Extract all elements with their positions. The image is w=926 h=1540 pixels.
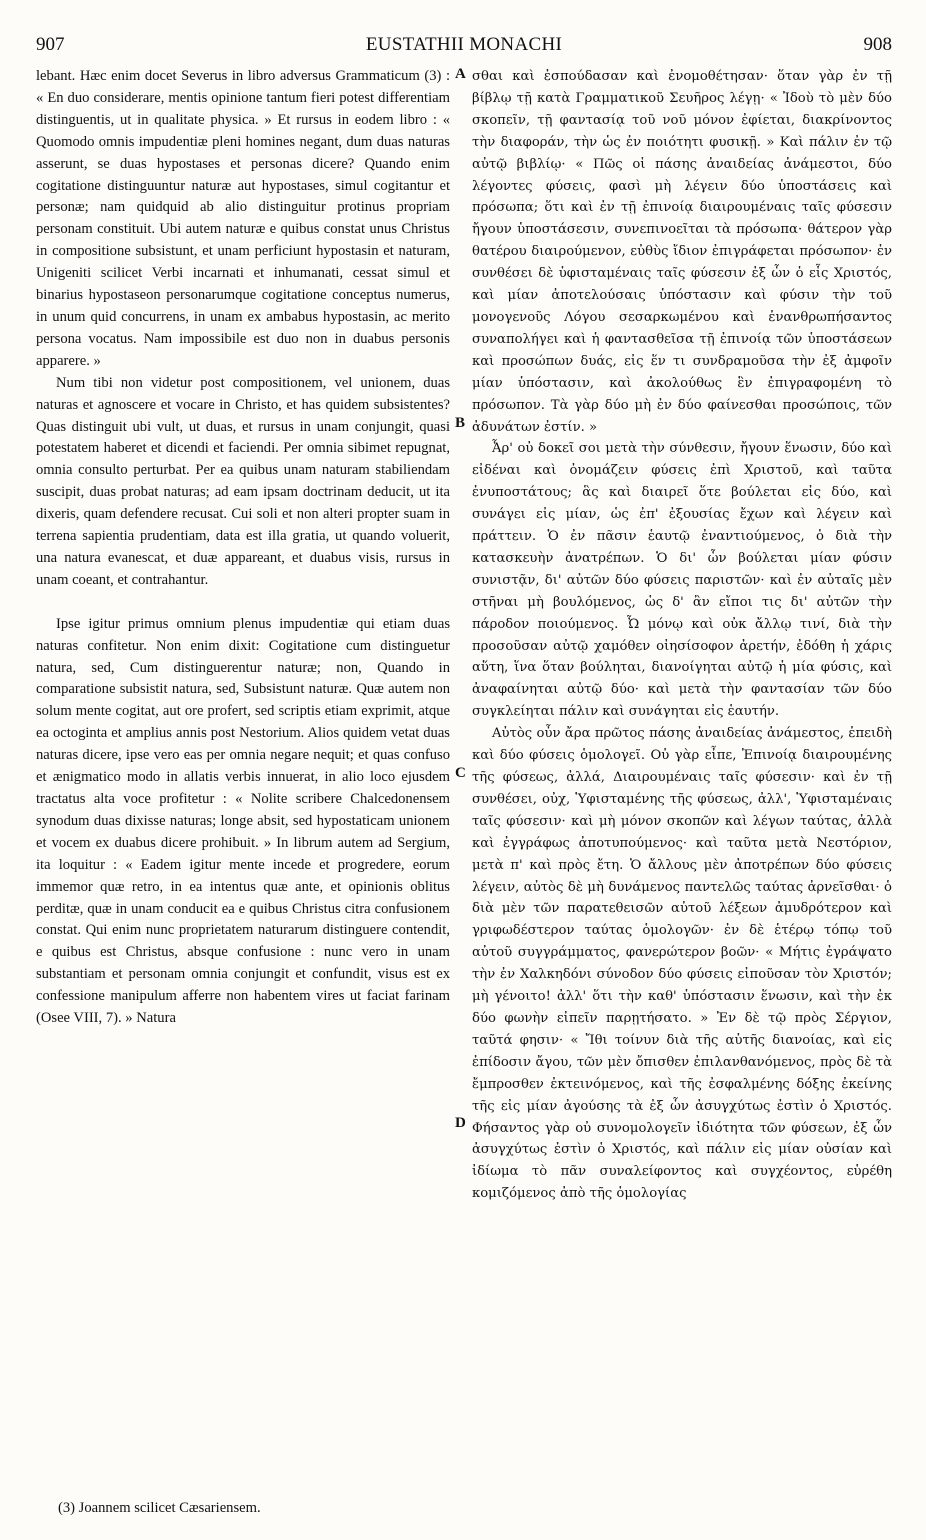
running-title: EUSTATHII MONACHI bbox=[365, 34, 563, 55]
greek-paragraph-1: σθαι καὶ ἐσπούδασαν καὶ ἐνομοθέτησαν· ὅταν γὰρ ἐν τῇ βίβλῳ τῇ κατὰ Γραμματικοῦ Σευῆρος λέγῃ· « Ἰδοὺ τὸ μὲν δύο σκοπεῖν, τῇ φαντασίᾳ τοῦ νοῦ μόνον ἐφίεται, διακρίνοντος τὴν διαφοράν, τὴν ὡς ἐν ποιότητι φυσικῇ. » Καὶ πάλιν ἐν τῷ αὐτῷ βιβλίῳ· « Πῶς οἱ πάσης ἀναιδείας ἀνάμεστοι, δύο λέγοντες φύσεις, φασὶ μὴ λέγειν δύο ὑποστάσεις καὶ πρόσωπα; ὅτι καὶ ἐν τῇ ἐπινοίᾳ διαιρουμέναις ταῖς φύσεσιν ἤγουν ὑποστάσεσιν, συνεπινοεῖται τὰ πρόσωπα· θάτερον γὰρ θατέρου διαιρούμενον, εὐθὺς ἴδιον ἐπιγράφεται πρόσωπον· ἐν συνθέσει δὲ ὑφισταμέναις ταῖς φύσεσιν ἐξ ὧν ὁ εἷς Χριστός, καὶ μίαν ἀποτελούσαις ὑπόστασιν καὶ φύσιν τὴν τοῦ μονογενοῦς Λόγου σεσαρκωμένου καὶ ἐνανθρωπήσαντος συναπολήγει καὶ ἡ φαντασθεῖσα τῇ ἐπινοίᾳ τῶν ὑποστάσεων καὶ προσώπων δυάς, εἰς ἕν τι συνδραμοῦσα τὴν ἐξ ἀμφοῖν μίαν ὑπόστασιν, καὶ ἀκολούθως ἓν ἐπιγραφομένη τὸ πρόσωπον. Τὰ γὰρ δύο μὴ ἐν δύο φαίνεσθαι προσώποις, τῶν ἀδυνάτων ἐστίν. » bbox=[472, 69, 892, 435]
margin-letter-c: C bbox=[455, 765, 466, 781]
greek-paragraph-2: Ἆρ' οὐ δοκεῖ σοι μετὰ τὴν σύνθεσιν, ἤγουν ἕνωσιν, δύο καὶ εἰδέναι καὶ ὀνομάζειν φύσεις ἐπὶ Χριστοῦ, καὶ ταῦτα ἐνυποστάτους; ἃς καὶ διαιρεῖ ὅτε βούλεται εἰς δύο, καὶ συνάγει εἰς μίαν, ὡς ἐπ' ἐξουσίας ἔχων καὶ λέγειν καὶ πράττειν. Ὁ ἐν πᾶσιν ἑαυτῷ ἐναντιούμενος, ὁ διὰ τὴν κατασκευὴν ἀνατρέπων. Ὁ δι' ὧν βούλεται μίαν φύσιν συνιστᾷν, δι' αὐτῶν δύο φύσεις παριστῶν· καὶ ἐν αὐταῖς μὲν στῆναι μὴ βουλόμενος, ὡς δ' ἂν εἴποι τις δι' αὐτῶν τὴν πάροδον ποιούμενος. Ὦ μόνῳ καὶ οὐκ ἄλλῳ τινί, διὰ τὴν προσοῦσαν αὐτῷ χαμόθεν οἰησίσοφον ἀρετήν, ἐδόθη ἡ χάρις αὕτη, ἵνα ὅταν βούληται, διανοίγηται αὐτῷ ἡ μία φύσις, καὶ ἀναφαίνηται αὐτῷ δύο· καὶ μετὰ τὴν φαντασίαν τῶν δύο συγκλείηται πάλιν καὶ συνάγηται εἰς ἑαυτήν. bbox=[472, 441, 892, 720]
latin-paragraph-2: Num tibi non videtur post compositionem, vel unionem, duas naturas et agnoscere et vocare in Christo, et has quidem subsistentes? Quas distinguit ubi vult, ut duas, et rursus in unam conjungit, quasi potestatem haberet et dicendi et faciendi. Per omnia sibimet repugnat, omnia consulto perturbat. Per ea quibus unam naturam stabiliendam suscipit, duas probat naturas; ad eam ipsam doctrinam deducit, ut ita dixeris, quam defendere recusat. Cui soli et non alteri propter suam in terrena sapientia prudentiam, data est illa gratia, ut quando voluerit, una natura evanescat, et duæ appareant, et duabus visis, rursus in unam coeant, et contrahantur. bbox=[36, 374, 450, 588]
greek-paragraph-3: Αὐτὸς οὖν ἄρα πρῶτος πάσης ἀναιδείας ἀνάμεστος, ἐπειδὴ καὶ δύο φύσεις ὁμολογεῖ. Οὐ γὰρ εἶπε, Ἐπινοίᾳ διαιρουμένης τῆς φύσεως, ἀλλά, Διαιρουμέναις ταῖς φύσεσιν· καὶ ἐν τῇ συνθέσει, οὐχ, Ὑφισταμένης τῆς φύσεως, ἀλλ', Ὑφισταμέναις ταῖς φύσεσιν· καὶ μὴ μόνον σκοπῶν καὶ λέγων ταύτας, ἀλλὰ καὶ ἐγγράφως ἀποτυπούμενος· καὶ ταῦτα μετὰ Νεστόριον, μετὰ π' καὶ πρὸς ἔτη. Ὁ ἄλλους μὲν ἀποτρέπων δύο φύσεις λέγειν, αὐτὸς δὲ μὴ δυνάμενος παντελῶς ταύτας ἀρνεῖσθαι· ὁ διὰ μὲν τῶν παρατεθεισῶν αὐτοῦ λέξεων ἀμυδρότερον καὶ γριφωδέστερον ταύτας ὁμολογῶν· ἐν δὲ ἑτέρῳ τόπῳ τοῦ αὐτοῦ συγγράμματος, φανερώτερον βοῶν· « Μήτις ἐγράψατο τὴν ἐν Χαλκηδόνι σύνοδον δύο φύσεις εἰποῦσαν τὸν Χριστόν; μὴ γένοιτο! ἀλλ' ὅτι τὴν καθ' ὑπόστασιν ἕνωσιν, καὶ τὴν ἐκ δύο φωνὴν εἰπεῖν παρῃτήσατο. » Ἐν δὲ τῷ πρὸς Σέργιον, ταῦτά φησιν· « Ἴθι τοίνυν διὰ τῆς αὐτῆς διανοίας, καὶ εἰς ἐπίδοσιν ἄγου, τῶν μὲν ὄπισθεν ἐπιλανθανόμενος, πρὸς δὲ τὰ ἔμπροσθεν ἐκτεινόμενος, καὶ τῆς ἐσφαλμένης δόξης ἐκείνης τῆς εἰς μίαν ἀγούσης τὰ ἐξ ὧν ἀσυγχύτως ἐστὶν ὁ Χριστός. Φήσαντος γὰρ οὐ συνομολογεῖν ἰδιότητα τῶν φύσεων, ἐξ ὧν ἀσυγχύτως ἐστὶν ὁ Χριστός, καὶ πάλιν εἰς μίαν οὐσίαν καὶ ἰδίωμα τὸ πᾶν συναλείφοντος καὶ συγχέοντος, εὑρέθη κομιζόμενος ἀπὸ τῆς ὁμολογίας bbox=[472, 726, 892, 1202]
column-number-right: 908 bbox=[863, 34, 892, 55]
greek-column bbox=[472, 66, 892, 1205]
latin-column bbox=[36, 66, 450, 1030]
latin-paragraph-1: lebant. Hæc enim docet Severus in libro adversus Grammaticum (3) : « En duo considerare, mentis opinione tantum fieri potest differentiam distinguentis, ut in qualitate physica. » Et rursus in eodem libro : « Quomodo omnis impudentiæ pleni homines negant, dum duas naturas asserunt, se duas hypostases et personas dicere? Quando enim cogitatione distinguuntur naturæ aut hypostases, simul cogitantur et personæ; nam quidquid ab alio distinguitur protinus propriam personam constituit. Ubi autem naturæ e quibus constat unus Christus in compositione subsistunt, et unam perficiunt hypostasin et naturam, Unigeniti scilicet Verbi incarnati et inhumanati, cessat simul et binarius hypostaseon personarumque cogitatione conceptus numerus, in unum quid concurrens, in unam ex ambabus hypostasin, ac merito persona vocatus. Nam impossibile est duo non in duabus personis apparere. » bbox=[36, 68, 450, 369]
column-number-left: 907 bbox=[36, 34, 65, 55]
margin-letter-b: B bbox=[455, 415, 466, 431]
footnote: (3) Joannem scilicet Cæsariensem. bbox=[58, 1500, 261, 1516]
margin-letter-d: D bbox=[455, 1115, 466, 1131]
margin-letter-a: A bbox=[455, 66, 466, 82]
page-header bbox=[36, 34, 892, 60]
latin-paragraph-3: Ipse igitur primus omnium plenus impudentiæ qui etiam duas naturas confitetur. Non enim dixit: Cogitatione cum distinguetur natura, sed, Cum distinguerentur naturæ; non, Quando in comparatione subsistit natura, sed, Subsistunt naturæ. Quæ autem non solum mente cogitat, aut ore profert, sed scriptis etiam exprimit, atque ea octoginta et amplius annis post Nestorium. Alios quidem vetat duas naturas dicere, ipse vero eas per omnia negare nequit; et quas confuso et ænigmatico modo in allatis verbis innuerat, in alio loco ejusdem tractatus alta voce profitetur : « Nolite scribere Chalcedonensem synodum duas dixisse naturas; longe absit, sed hypostaticam unionem et vocem ex duabus dicere prohibuit. » In librum autem ad Sergium, ita loquitur : « Eadem igitur mente incede et progredere, eorum immemor quæ retro, in ea intentus quæ ante, et opinionis oblitus perditæ, quæ in unam conducit ea e quibus Christus citra confusionem constat. Qui enim nunc proprietatem naturarum distinguere contendit, e quibus est Christus, absque confusione : nunc vero in unam substantiam et personam omnia conjungit et confundit, visus est ex confessione manipulum afferre non habentem vires ut faciat farinam (Osee VIII, 7). » Natura bbox=[36, 615, 450, 1027]
